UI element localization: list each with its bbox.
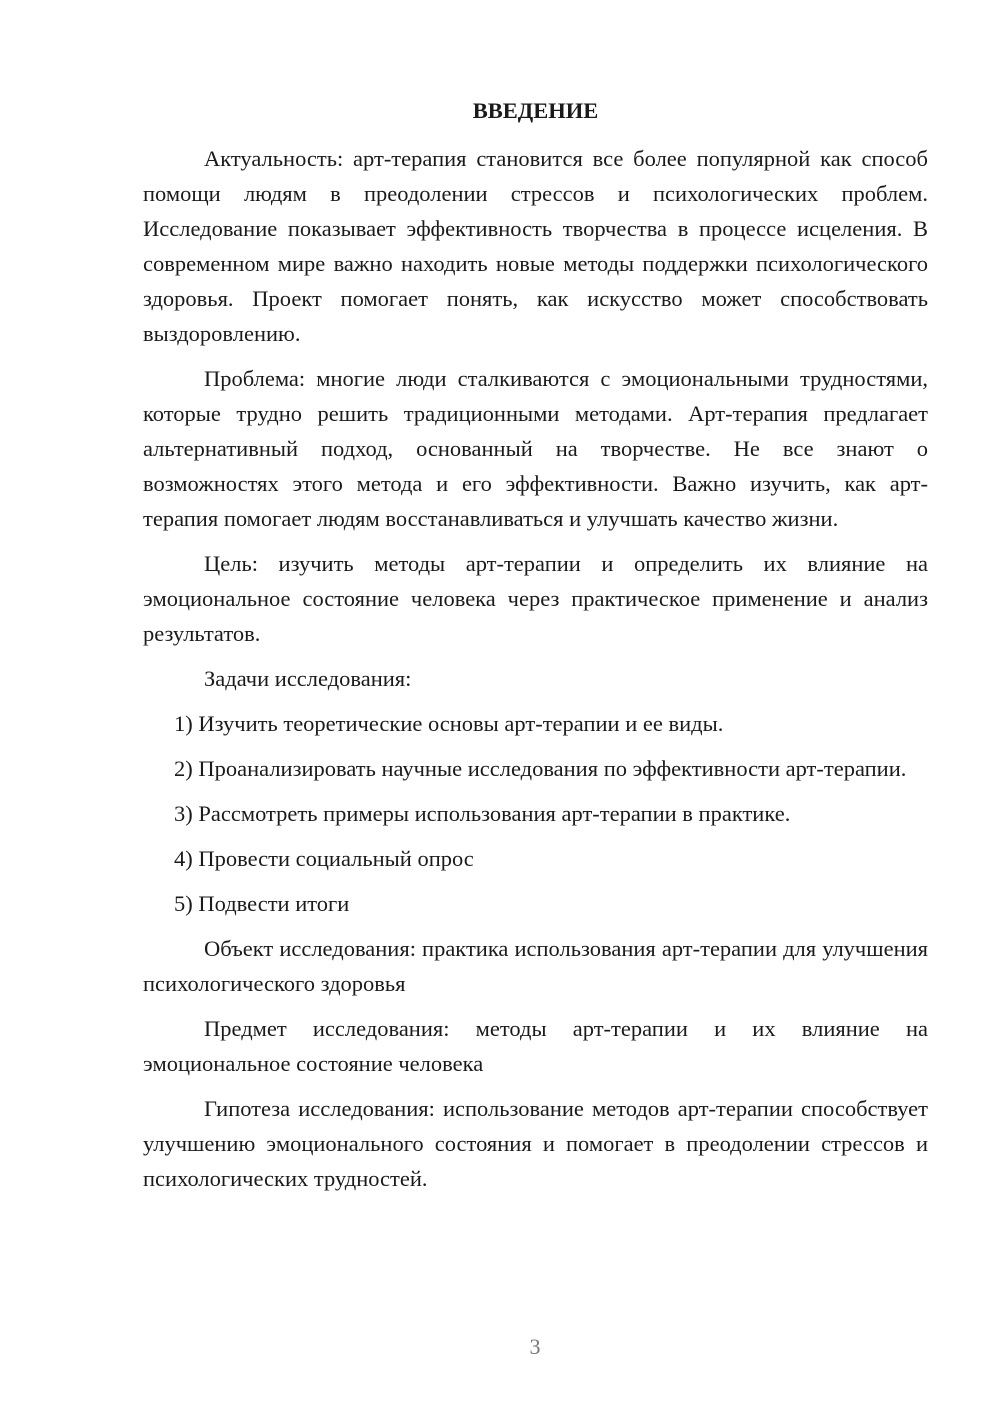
page-number: 3	[529, 1334, 541, 1359]
task-item-1: 1) Изучить теоретические основы арт-терапии и ее виды.	[174, 711, 724, 736]
page-content	[143, 95, 928, 1206]
task-item-2: 2) Проанализировать научные исследования по эффективности арт-терапии.	[174, 756, 907, 781]
tasks-heading: Задачи исследования:	[204, 666, 412, 691]
task-item-5: 5) Подвести итоги	[174, 891, 350, 916]
task-item-4: 4) Провести социальный опрос	[174, 846, 474, 871]
goal-paragraph: Цель: изучить методы арт-терапии и определить их влияние на эмоциональное состояние человека через практическое применение и анализ результатов.	[143, 551, 928, 646]
relevance-paragraph: Актуальность: арт-терапия становится все более популярной как способ помощи людям в преодолении стрессов и психологических проблем. Исследование показывает эффективность творчества в процессе исцеления. В современном мире важно находить новые методы поддержки психологического здоровья. Проект помогает понять, как искусство может способствовать выздоровлению.	[143, 146, 928, 346]
object-paragraph: Объект исследования: практика использования арт-терапии для улучшения психологического здоровья	[143, 936, 928, 996]
task-item-3: 3) Рассмотреть примеры использования арт-терапии в практике.	[174, 801, 791, 826]
problem-paragraph: Проблема: многие люди сталкиваются с эмоциональными трудностями, которые трудно решить традиционными методами. Арт-терапия предлагает альтернативный подход, основанный на творчестве. Не все знают о возможностях этого метода и его эффективности. Важно изучить, как арт-терапия помогает людям восстанавливаться и улучшать качество жизни.	[143, 366, 928, 531]
hypothesis-paragraph: Гипотеза исследования: использование методов арт-терапии способствует улучшению эмоционального состояния и помогает в преодолении стрессов и психологических трудностей.	[143, 1096, 928, 1191]
subject-paragraph: Предмет исследования: методы арт-терапии и их влияние на эмоциональное состояние человека	[143, 1016, 928, 1076]
section-title: ВВЕДЕНИЕ	[472, 98, 599, 123]
